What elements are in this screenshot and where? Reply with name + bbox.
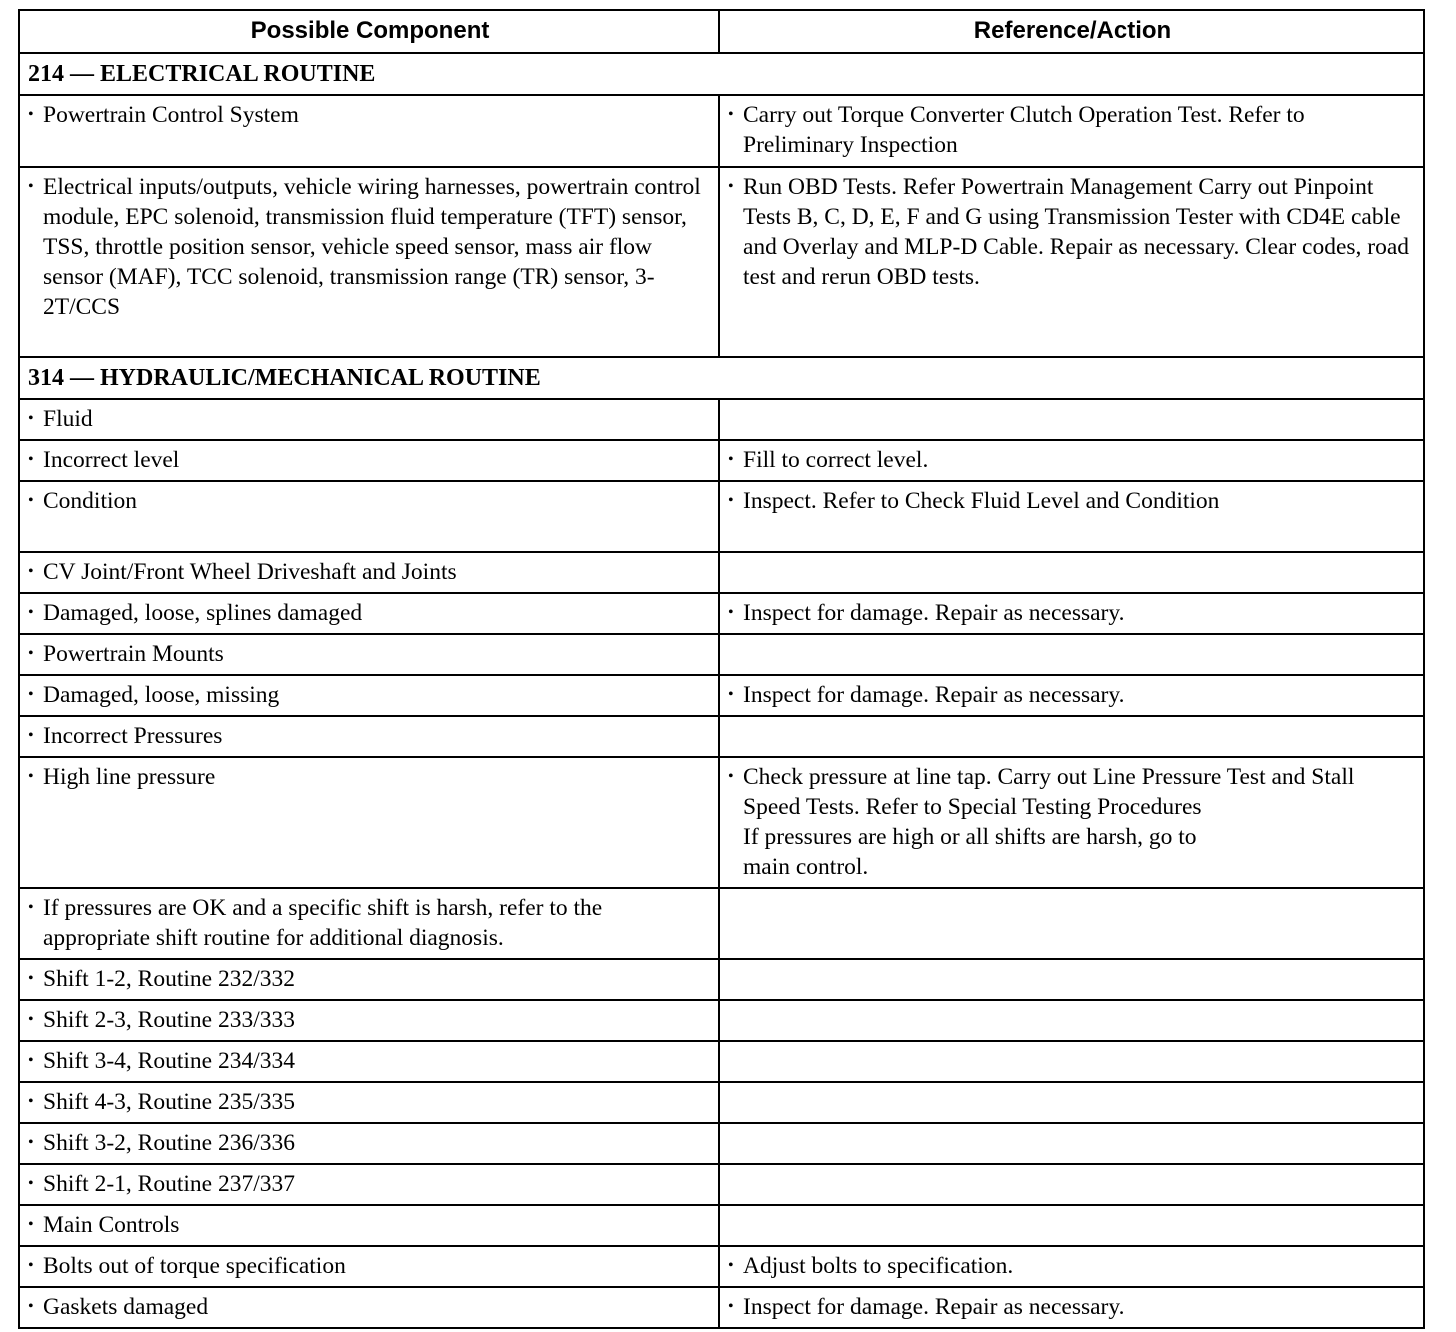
action-cell [719, 1205, 1424, 1246]
component-cell [19, 95, 719, 167]
cell-text: Shift 4-3, Routine 235/335 [43, 1089, 295, 1115]
bullet-item [28, 721, 712, 751]
cell-text: Inspect for damage. Repair as necessary. [743, 1294, 1125, 1320]
cell-text: Incorrect level [43, 447, 180, 473]
table-row [19, 1164, 1424, 1205]
action-cell [719, 1246, 1424, 1287]
bullet-item [28, 639, 712, 669]
bullet-marker: • [28, 1175, 34, 1192]
bullet-marker: • [28, 1134, 34, 1151]
action-cell [719, 716, 1424, 757]
table-row [19, 1287, 1424, 1328]
cell-text: Inspect for damage. Repair as necessary. [743, 682, 1125, 708]
table-row [19, 1246, 1424, 1287]
bullet-item [28, 762, 712, 792]
bullet-item [28, 1292, 712, 1322]
action-cell [719, 481, 1424, 552]
bullet-item [28, 100, 712, 130]
bullet-item [28, 1128, 712, 1158]
table-row [19, 167, 1424, 357]
bullet-item [28, 1251, 712, 1281]
cell-text: Incorrect Pressures [43, 723, 223, 749]
action-cell [719, 95, 1424, 167]
bullet-marker: • [28, 451, 34, 468]
table-row [19, 1082, 1424, 1123]
bullet-item [28, 557, 712, 587]
component-cell [19, 552, 719, 593]
cell-text: Shift 2-1, Routine 237/337 [43, 1171, 295, 1197]
component-cell [19, 399, 719, 440]
action-cell [719, 1164, 1424, 1205]
bullet-marker: • [728, 451, 734, 468]
action-cell [719, 959, 1424, 1000]
component-cell [19, 167, 719, 357]
bullet-marker: • [28, 686, 34, 703]
cell-text: Powertrain Mounts [43, 641, 224, 667]
component-cell [19, 888, 719, 959]
action-cell [719, 888, 1424, 959]
component-cell [19, 1082, 719, 1123]
bullet-item [28, 1087, 712, 1117]
cell-text: Gaskets damaged [43, 1294, 209, 1320]
table-row [19, 757, 1424, 888]
cell-text: Shift 3-4, Routine 234/334 [43, 1048, 295, 1074]
action-cell [719, 552, 1424, 593]
bullet-item [728, 172, 1417, 292]
cell-text: High line pressure [43, 764, 216, 790]
table-row [19, 593, 1424, 634]
bullet-marker: • [28, 1257, 34, 1274]
bullet-item [28, 445, 712, 475]
component-cell [19, 1205, 719, 1246]
action-cell [719, 1123, 1424, 1164]
bullet-marker: • [728, 1257, 734, 1274]
bullet-marker: • [28, 1216, 34, 1233]
cell-text: Shift 1-2, Routine 232/332 [43, 966, 295, 992]
bullet-marker: • [728, 768, 734, 785]
bullet-marker: • [28, 1052, 34, 1069]
bullet-item [728, 680, 1417, 710]
bullet-item [728, 445, 1417, 475]
component-cell [19, 1164, 719, 1205]
bullet-marker: • [28, 1011, 34, 1028]
bullet-item [728, 100, 1417, 160]
diagnosis-table-body [19, 10, 1424, 1328]
component-cell [19, 593, 719, 634]
bullet-item [28, 1169, 712, 1199]
bullet-marker: • [28, 727, 34, 744]
cell-text: Inspect for damage. Repair as necessary. [743, 600, 1125, 626]
cell-text: Damaged, loose, splines damaged [43, 600, 363, 626]
action-cell [719, 593, 1424, 634]
table-row [19, 481, 1424, 552]
action-cell [719, 634, 1424, 675]
bullet-marker: • [728, 492, 734, 509]
table-row [19, 888, 1424, 959]
component-cell [19, 1246, 719, 1287]
bullet-item [28, 404, 712, 434]
cell-text: Fill to correct level. [743, 447, 929, 473]
cell-text: Main Controls [43, 1212, 180, 1238]
action-cell [719, 1287, 1424, 1328]
bullet-marker: • [28, 604, 34, 621]
table-row [19, 1123, 1424, 1164]
action-cell [719, 757, 1424, 888]
bullet-marker: • [28, 410, 34, 427]
bullet-marker: • [728, 106, 734, 123]
cell-text: Electrical inputs/outputs, vehicle wiring harnesses, powertrain control module, EPC solenoid, transmission fluid temperature (TFT) sensor, TSS, throttle position sensor, vehicle speed sensor, mass air flow sensor (MAF), TCC solenoid, transmission range (TR) sensor, 3-2T/CCS [43, 174, 701, 320]
bullet-marker: • [28, 645, 34, 662]
table-row [19, 440, 1424, 481]
cell-text: CV Joint/Front Wheel Driveshaft and Joints [43, 559, 457, 585]
table-row [19, 716, 1424, 757]
component-cell [19, 959, 719, 1000]
cell-text: Powertrain Control System [43, 102, 299, 128]
cell-text: Run OBD Tests. Refer Powertrain Management Carry out Pinpoint Tests B, C, D, E, F and G using Transmission Tester with CD4E cable and Overlay and MLP-D Cable. Repair as necessary. Clear codes, road test and rerun OBD tests. [743, 174, 1410, 290]
table-row [19, 95, 1424, 167]
cell-text: Inspect. Refer to Check Fluid Level and Condition [743, 488, 1220, 514]
table-row [19, 959, 1424, 1000]
bullet-marker: • [28, 1093, 34, 1110]
bullet-marker: • [28, 1298, 34, 1315]
bullet-item [728, 1251, 1417, 1281]
bullet-item [28, 1046, 712, 1076]
cell-text: Damaged, loose, missing [43, 682, 280, 708]
bullet-marker: • [28, 178, 34, 195]
cell-text: Shift 2-3, Routine 233/333 [43, 1007, 295, 1033]
cell-text: Carry out Torque Converter Clutch Operation Test. Refer to Preliminary Inspection [743, 102, 1305, 158]
bullet-marker: • [28, 563, 34, 580]
component-cell [19, 1123, 719, 1164]
cell-text: Check pressure at line tap. Carry out Line Pressure Test and Stall Speed Tests. Refer to Special Testing Procedures If pressures are high or all shifts are harsh, go to main control. [743, 764, 1355, 880]
table-row [19, 399, 1424, 440]
action-cell [719, 1000, 1424, 1041]
cell-text: If pressures are OK and a specific shift is harsh, refer to the appropriate shift routine for additional diagnosis. [43, 895, 603, 951]
component-cell [19, 1041, 719, 1082]
table-row [19, 552, 1424, 593]
bullet-marker: • [28, 492, 34, 509]
cell-text: Bolts out of torque specification [43, 1253, 346, 1279]
component-cell [19, 440, 719, 481]
bullet-item [28, 172, 712, 322]
table-row [19, 1205, 1424, 1246]
cell-text: Adjust bolts to specification. [743, 1253, 1014, 1279]
component-cell [19, 634, 719, 675]
section-314-title: 314 — HYDRAULIC/MECHANICAL ROUTINE [19, 357, 1424, 399]
header-reference-action: Reference/Action [719, 10, 1424, 53]
bullet-marker: • [728, 178, 734, 195]
section-214-row [19, 53, 1424, 95]
bullet-marker: • [728, 1298, 734, 1315]
cell-text: Shift 3-2, Routine 236/336 [43, 1130, 295, 1156]
bullet-item [728, 762, 1417, 882]
section-214-title: 214 — ELECTRICAL ROUTINE [19, 53, 1424, 95]
component-cell [19, 757, 719, 888]
bullet-item [728, 486, 1417, 516]
diagnosis-table [18, 9, 1425, 1329]
action-cell [719, 1041, 1424, 1082]
bullet-item [28, 680, 712, 710]
section-314-row [19, 357, 1424, 399]
table-row [19, 634, 1424, 675]
component-cell [19, 1287, 719, 1328]
cell-text: Fluid [43, 406, 93, 432]
table-row [19, 675, 1424, 716]
cell-text: Condition [43, 488, 138, 514]
bullet-marker: • [28, 768, 34, 785]
component-cell [19, 716, 719, 757]
bullet-marker: • [28, 899, 34, 916]
bullet-item [28, 598, 712, 628]
bullet-item [28, 893, 712, 953]
table-row [19, 1041, 1424, 1082]
bullet-item [28, 964, 712, 994]
action-cell [719, 167, 1424, 357]
bullet-item [728, 1292, 1417, 1322]
action-cell [719, 440, 1424, 481]
component-cell [19, 675, 719, 716]
component-cell [19, 1000, 719, 1041]
table-row [19, 1000, 1424, 1041]
bullet-item [28, 486, 712, 516]
bullet-marker: • [28, 106, 34, 123]
bullet-item [28, 1210, 712, 1240]
bullet-marker: • [28, 970, 34, 987]
bullet-item [728, 598, 1417, 628]
bullet-item [28, 1005, 712, 1035]
bullet-marker: • [728, 604, 734, 621]
action-cell [719, 675, 1424, 716]
bullet-marker: • [728, 686, 734, 703]
header-row [19, 10, 1424, 53]
action-cell [719, 399, 1424, 440]
header-possible-component: Possible Component [19, 10, 719, 53]
component-cell [19, 481, 719, 552]
action-cell [719, 1082, 1424, 1123]
